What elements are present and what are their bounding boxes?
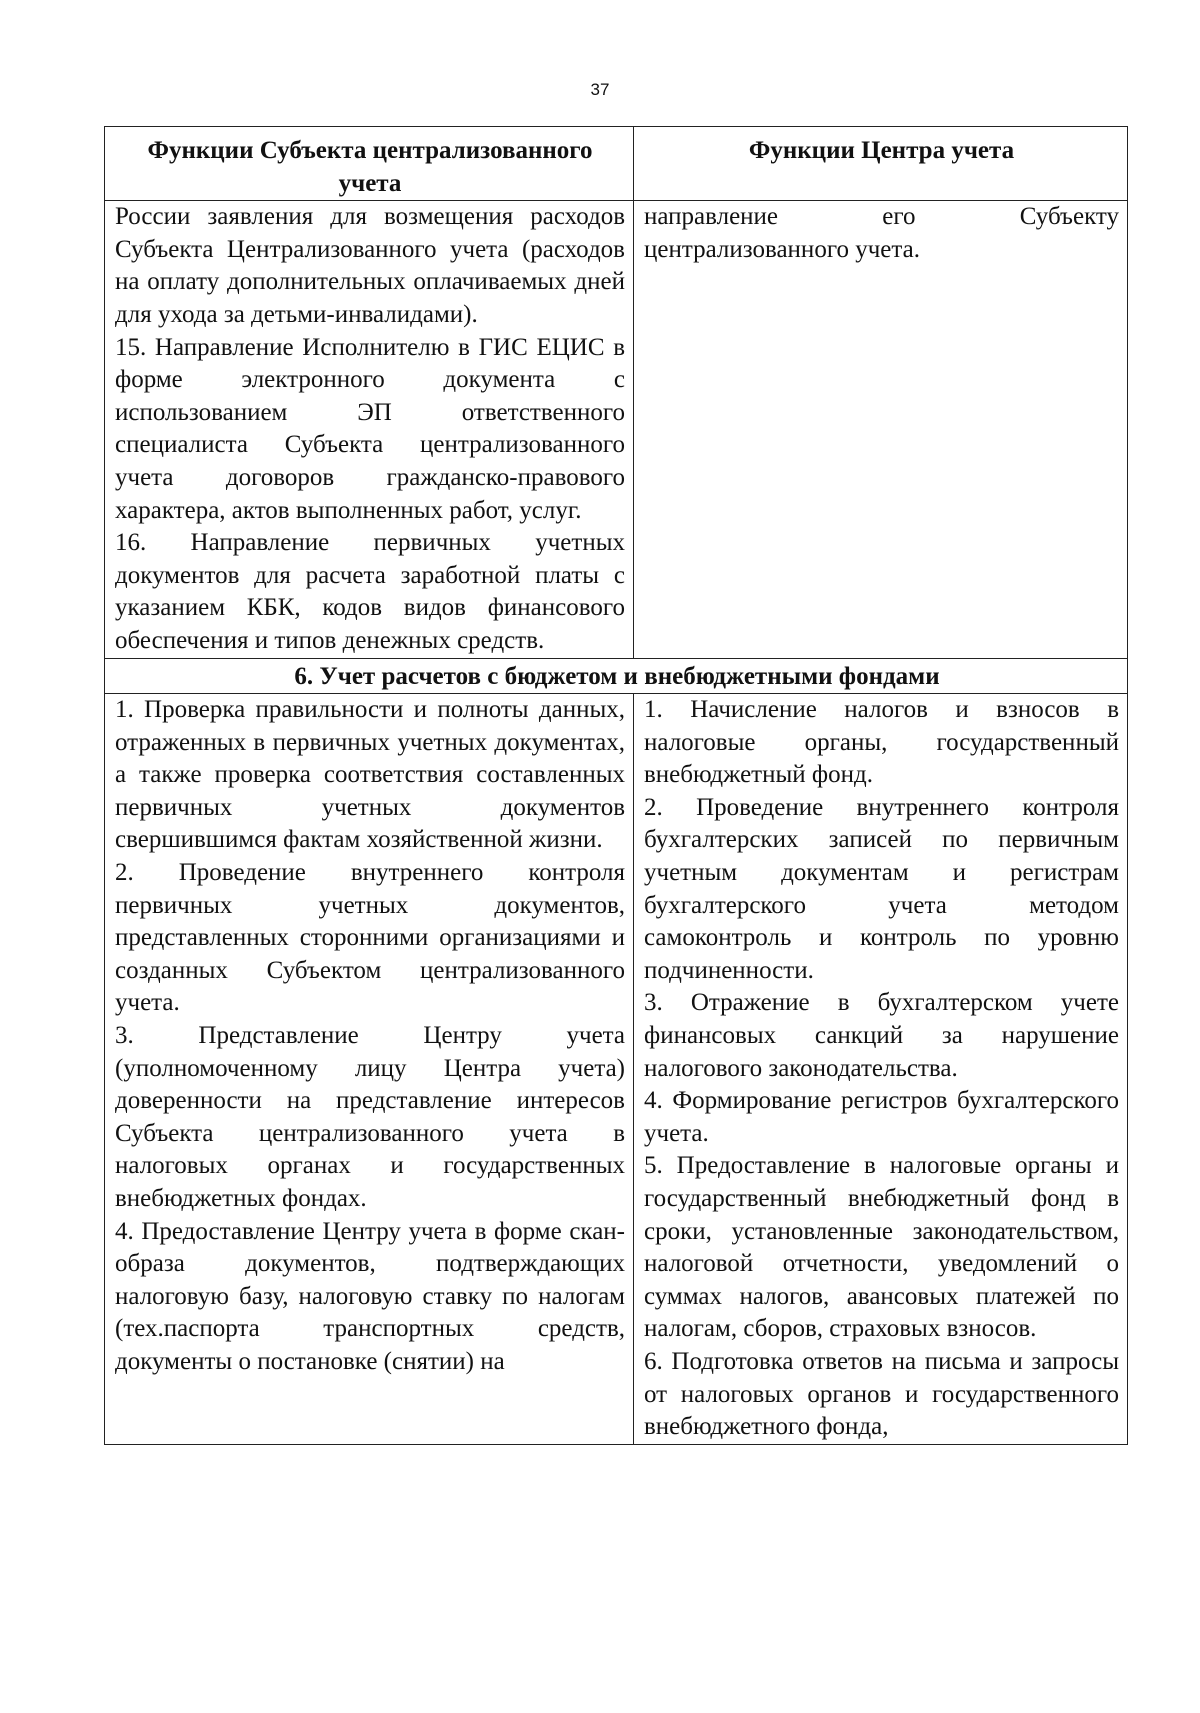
page-number: 37 — [590, 80, 610, 99]
row1-left-cell — [105, 201, 634, 658]
section6-left-cell — [105, 694, 634, 1445]
section6-right-paragraph: 2. Проведение внутреннего контроля бухгалтерских записей по первичным учетным документам и регистрам бухгалтерского учета методом самоконтроль и контроль по уровню подчиненности. — [644, 793, 1119, 984]
section6-right-paragraph: 6. Подготовка ответов на письма и запросы от налоговых органов и государственного внебюджетного фонда, — [644, 1347, 1119, 1441]
header-center-functions: Функции Центра учета — [634, 127, 1128, 201]
section6-left-paragraph: 2. Проведение внутреннего контроля первичных учетных документов, представленных сторонними организациями и созданных Субъектом централизованного учета. — [115, 859, 625, 1017]
table-row — [105, 694, 1128, 1445]
table-header-row — [105, 127, 1128, 201]
table-row — [105, 201, 1128, 658]
section-title-row — [105, 658, 1128, 694]
row1-right-cell — [634, 201, 1128, 658]
section6-right-paragraph: 4. Формирование регистров бухгалтерского учета. — [644, 1087, 1119, 1147]
section6-right-cell — [634, 694, 1128, 1445]
section6-right-paragraph: 3. Отражение в бухгалтерском учете финансовых санкций за нарушение налогового законодательства. — [644, 989, 1119, 1082]
header-subject-functions: Функции Субъекта централизованного учета — [105, 127, 634, 201]
row1-right-paragraph: направление его Субъекту централизованного учета. — [644, 203, 1119, 263]
section6-left-paragraph: 3. Представление Центру учета (уполномоченному лицу Центра учета) доверенности на представление интересов Субъекта централизованного учета в налоговых органах и государственных внебюджетных фондах. — [115, 1022, 625, 1212]
row1-left-paragraph: 16. Направление первичных учетных документов для расчета заработной платы с указанием КБК, кодов видов финансового обеспечения и типов денежных средств. — [115, 529, 625, 654]
section6-left-paragraph: 4. Предоставление Центру учета в форме скан-образа документов, подтверждающих налоговую базу, налоговую ставку по налогам (тех.паспорта транспортных средств, документы о постановке (снятии) на — [115, 1217, 625, 1375]
section-6-title: 6. Учет расчетов с бюджетом и внебюджетными фондами — [105, 658, 1128, 694]
row1-left-paragraph: России заявления для возмещения расходов Субъекта Централизованного учета (расходов на оплату дополнительных оплачиваемых дней для ухода за детьми-инвалидами). — [115, 203, 625, 328]
section6-right-paragraph: 1. Начисление налогов и взносов в налоговые органы, государственный внебюджетный фонд. — [644, 696, 1119, 789]
section6-left-paragraph: 1. Проверка правильности и полноты данных, отраженных в первичных учетных документах, а также проверка соответствия составленных первичных учетных документов свершившимся фактам хозяйственной жизни. — [115, 696, 625, 854]
functions-table — [104, 126, 1128, 1445]
row1-left-paragraph: 15. Направление Исполнителю в ГИС ЕЦИС в форме электронного документа с использованием ЭП ответственного специалиста Субъекта централизованного учета договоров гражданско-правового характера, актов выполненных работ, услуг. — [115, 333, 625, 524]
section6-right-paragraph: 5. Предоставление в налоговые органы и государственный внебюджетный фонд в сроки, установленные законодательством, налоговой отчетности, уведомлений о суммах налогов, авансовых платежей по налогам, сборов, страховых взносов. — [644, 1152, 1119, 1343]
